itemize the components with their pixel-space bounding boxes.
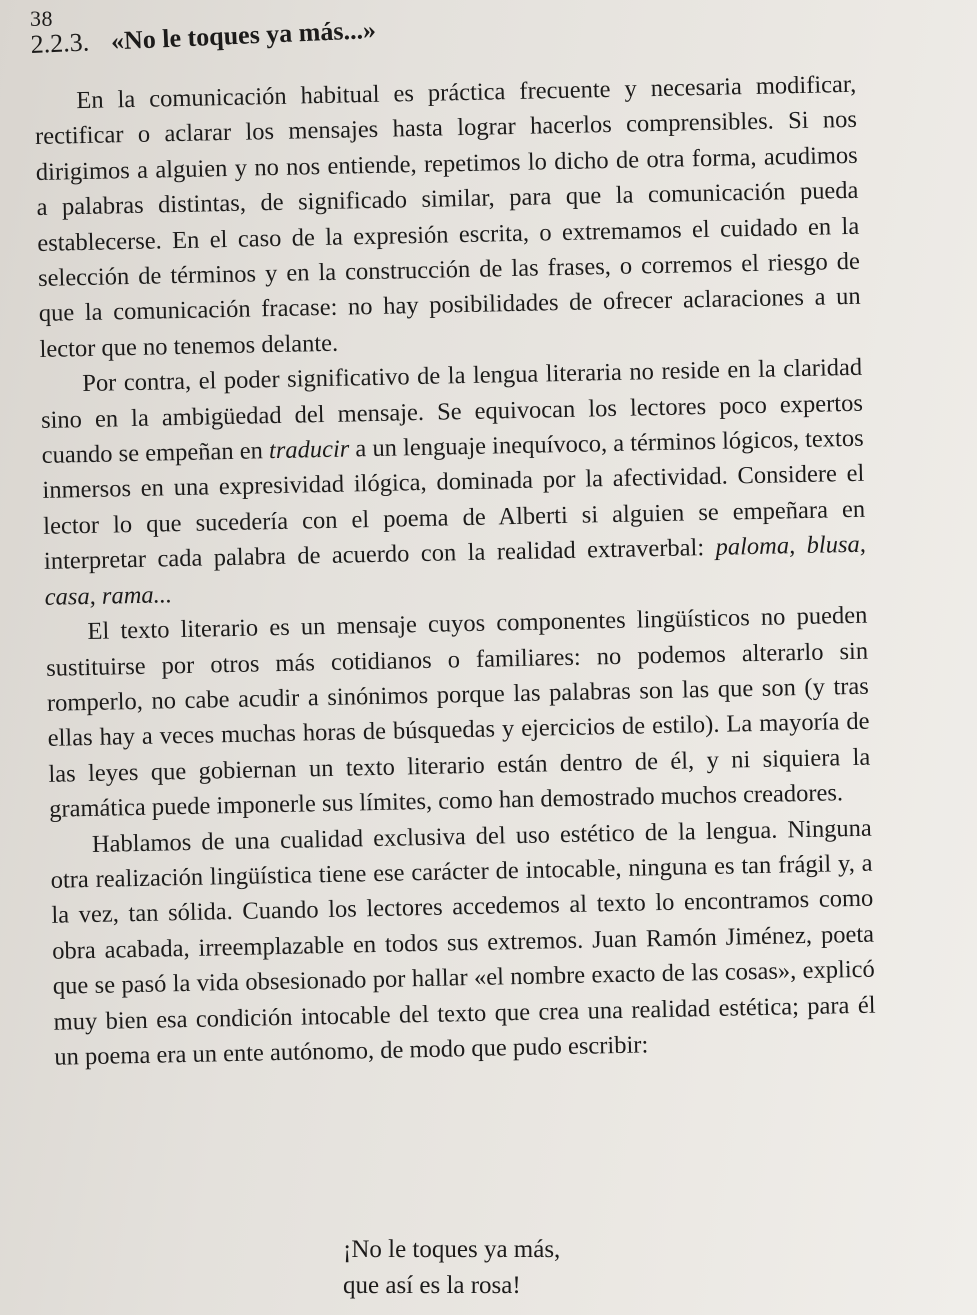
body-text bbox=[34, 67, 877, 1075]
italic-term: paloma, blusa, casa, rama... bbox=[44, 530, 867, 611]
section-title: «No le toques ya más...» bbox=[110, 14, 377, 56]
page-number: 38 bbox=[30, 6, 53, 31]
verse-line: ¡No le toques ya más, bbox=[343, 1236, 561, 1263]
paragraph: El texto literario es un mensaje cuyos componentes lingüísticos no pueden sustituirse por otros más cotidianos o familiares: no podemos alterarlo sin romperlo, no cabe acudir a sinónimos porque las palabras son las que son (y tras ellas hay a veces muchas horas de búsquedas y ejercicios de estilo). La mayoría de las leyes que gobiernan un texto literario están dentro de él, y ni siquiera la gramática puede imponerle sus límites, como han demostrado muchos creadores. bbox=[45, 601, 871, 823]
italic-term: traducir bbox=[268, 435, 350, 465]
section-heading bbox=[30, 6, 591, 60]
paragraph: Hablamos de una cualidad exclusiva del uso estético de la lengua. Ninguna otra realización lingüística tiene ese carácter de intocable, ninguna es tan frágil y, a la vez, tan sólida. Cuando los lectores accedemos al texto lo encontramos como obra acabada, irreemplazable en todos sus extremos. Juan Ramón Jiménez, poeta que se pasó la vida obsesionado por hallar «el nombre exacto de las cosas», explicó muy bien esa condición intocable del texto que crea una realidad estética; para él un poema era un ente autónomo, de modo que pudo escribir: bbox=[50, 814, 876, 1071]
paragraph-text: Por contra, el poder significativo de la lengua literaria no reside en la claridad sino en la ambigüedad del mensaje. Se equivocan los lectores poco expertos cuando se empeñan en bbox=[40, 353, 864, 469]
paragraph bbox=[40, 350, 867, 615]
section-number: 2.2.3. bbox=[30, 27, 90, 59]
paragraph: En la comunicación habitual es práctica frecuente y necesaria modificar, rectificar o aclarar los mensajes hasta lograr hacerlos comprensibles. Si nos dirigimos a alguien y no nos entiende, repetimos lo dicho de otra forma, acudimos a palabras distintas, de significado similar, para que la comunicación pueda establecerse. En el caso de la expresión escrita, o extremamos el cuidado en la selección de términos y en la construcción de las frases, o corremos el riesgo de que la comunicación fracase: no hay posibilidades de ofrecer aclaraciones a un lector que no tenemos delante. bbox=[34, 70, 861, 363]
paragraph-text: a un lenguaje inequívoco, a términos lógicos, textos inmersos en una expresividad ilógica, dominada por la afectividad. Considere el lector lo que sucedería con el poema de Alberti si alguien se empeñara en interpretar cada palabra de acuerdo con la realidad extraverbal: bbox=[42, 424, 866, 576]
poem-quote bbox=[343, 1232, 560, 1304]
verse-line: que así es la rosa! bbox=[343, 1272, 521, 1299]
